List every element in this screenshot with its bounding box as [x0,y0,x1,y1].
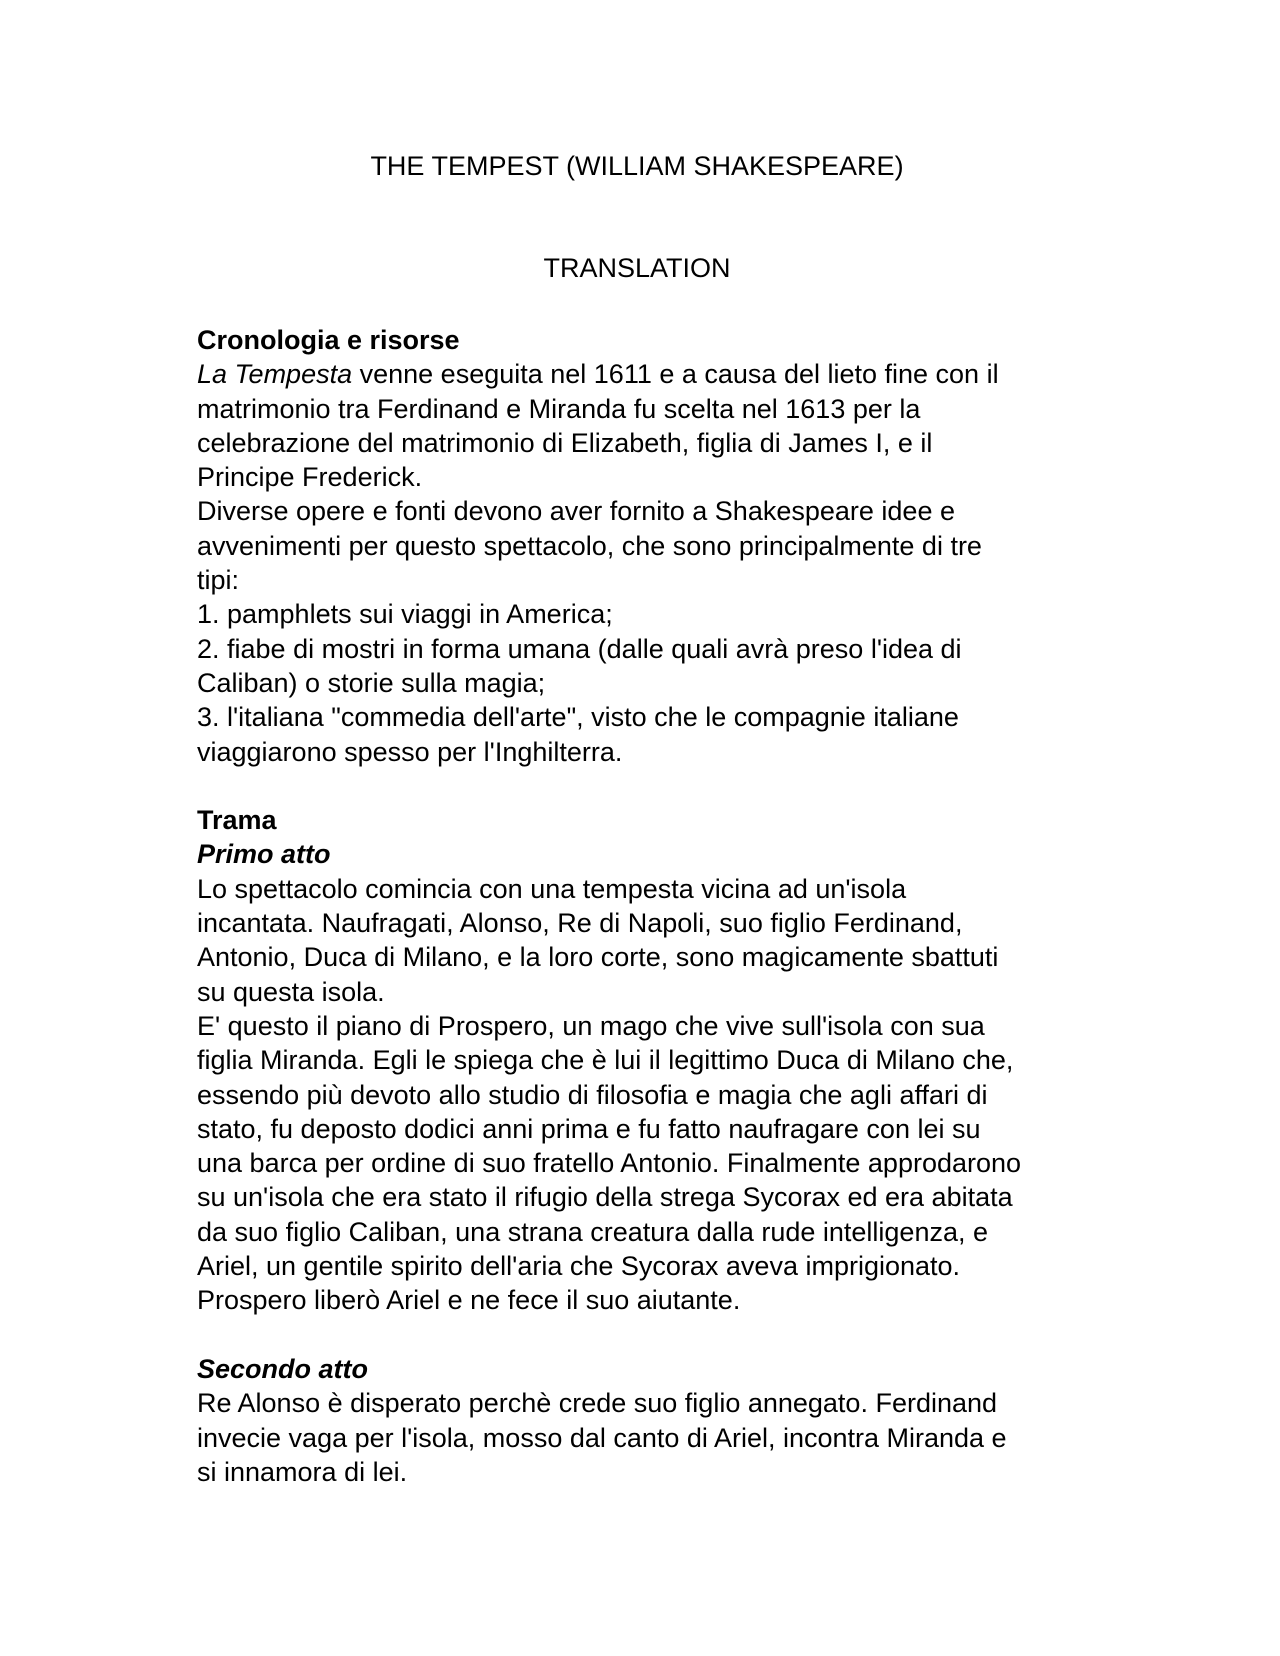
paragraph-gap [197,1318,1097,1352]
act-heading-primo: Primo atto [197,839,331,870]
list-item: 3. l'italiana "commedia dell'arte", visto che le compagnie italiane [197,702,959,733]
paragraph-line: tipi: [197,565,240,596]
document-subtitle: TRANSLATION [543,253,731,283]
paragraph-line: Antonio, Duca di Milano, e la loro corte, sono magicamente sbattuti [197,942,999,973]
document-title: THE TEMPEST (WILLIAM SHAKESPEARE) [370,151,904,181]
paragraph-line: invecie vaga per l'isola, mosso dal canto di Ariel, incontra Miranda e [197,1422,1007,1453]
paragraph-line: da suo figlio Caliban, una strana creatura dalla rude intelligenza, e [197,1216,989,1247]
paragraph-line: su questa isola. [197,976,385,1007]
list-item-continued: Caliban) o storie sulla magia; [197,667,546,698]
paragraph-line: essendo più devoto allo studio di filosofia e magia che agli affari di [197,1079,988,1110]
paragraph-line-rest: venne eseguita nel 1611 e a causa del lieto fine con il [352,359,999,390]
list-item: 1. pamphlets sui viaggi in America; [197,599,613,630]
paragraph-gap [197,769,1097,803]
paragraph-line: Re Alonso è disperato perchè crede suo figlio annegato. Ferdinand [197,1388,998,1419]
paragraph-line: Ariel, un gentile spirito dell'aria che Sycorax aveva imprigionato. [197,1251,961,1282]
list-item-continued: viaggiarono spesso per l'Inghilterra. [197,736,623,767]
paragraph-line: si innamora di lei. [197,1456,408,1487]
paragraph-line: avvenimenti per questo spettacolo, che sono principalmente di tre [197,530,982,561]
work-title-italic: La Tempesta [197,359,353,390]
document-body [197,323,1097,1489]
paragraph-line: matrimonio tra Ferdinand e Miranda fu scelta nel 1613 per la [197,393,921,424]
paragraph-line: stato, fu deposto dodici anni prima e fu fatto naufragare con lei su [197,1113,981,1144]
paragraph-line: Lo spettacolo comincia con una tempesta vicina ad un'isola [197,873,907,904]
paragraph-line [197,357,1097,391]
section-heading-trama: Trama [197,805,277,836]
paragraph-line: una barca per ordine di suo fratello Antonio. Finalmente approdarono [197,1148,1022,1179]
paragraph-line: E' questo il piano di Prospero, un mago che vive sull'isola con sua [197,1010,985,1041]
paragraph-line: Principe Frederick. [197,462,423,493]
paragraph-line: figlia Miranda. Egli le spiega che è lui il legittimo Duca di Milano che, [197,1045,1014,1076]
paragraph-line: su un'isola che era stato il rifugio della strega Sycorax ed era abitata [197,1182,1013,1213]
paragraph-line: Diverse opere e fonti devono aver fornito a Shakespeare idee e [197,496,955,527]
act-heading-secondo: Secondo atto [197,1353,369,1384]
paragraph-line: celebrazione del matrimonio di Elizabeth, figlia di James I, e il [197,427,933,458]
paragraph-line: Prospero liberò Ariel e ne fece il suo aiutante. [197,1285,741,1316]
paragraph-line: incantata. Naufragati, Alonso, Re di Napoli, suo figlio Ferdinand, [197,908,963,939]
list-item: 2. fiabe di mostri in forma umana (dalle quali avrà preso l'idea di [197,633,962,664]
section-heading-cronologia: Cronologia e risorse [197,325,460,355]
